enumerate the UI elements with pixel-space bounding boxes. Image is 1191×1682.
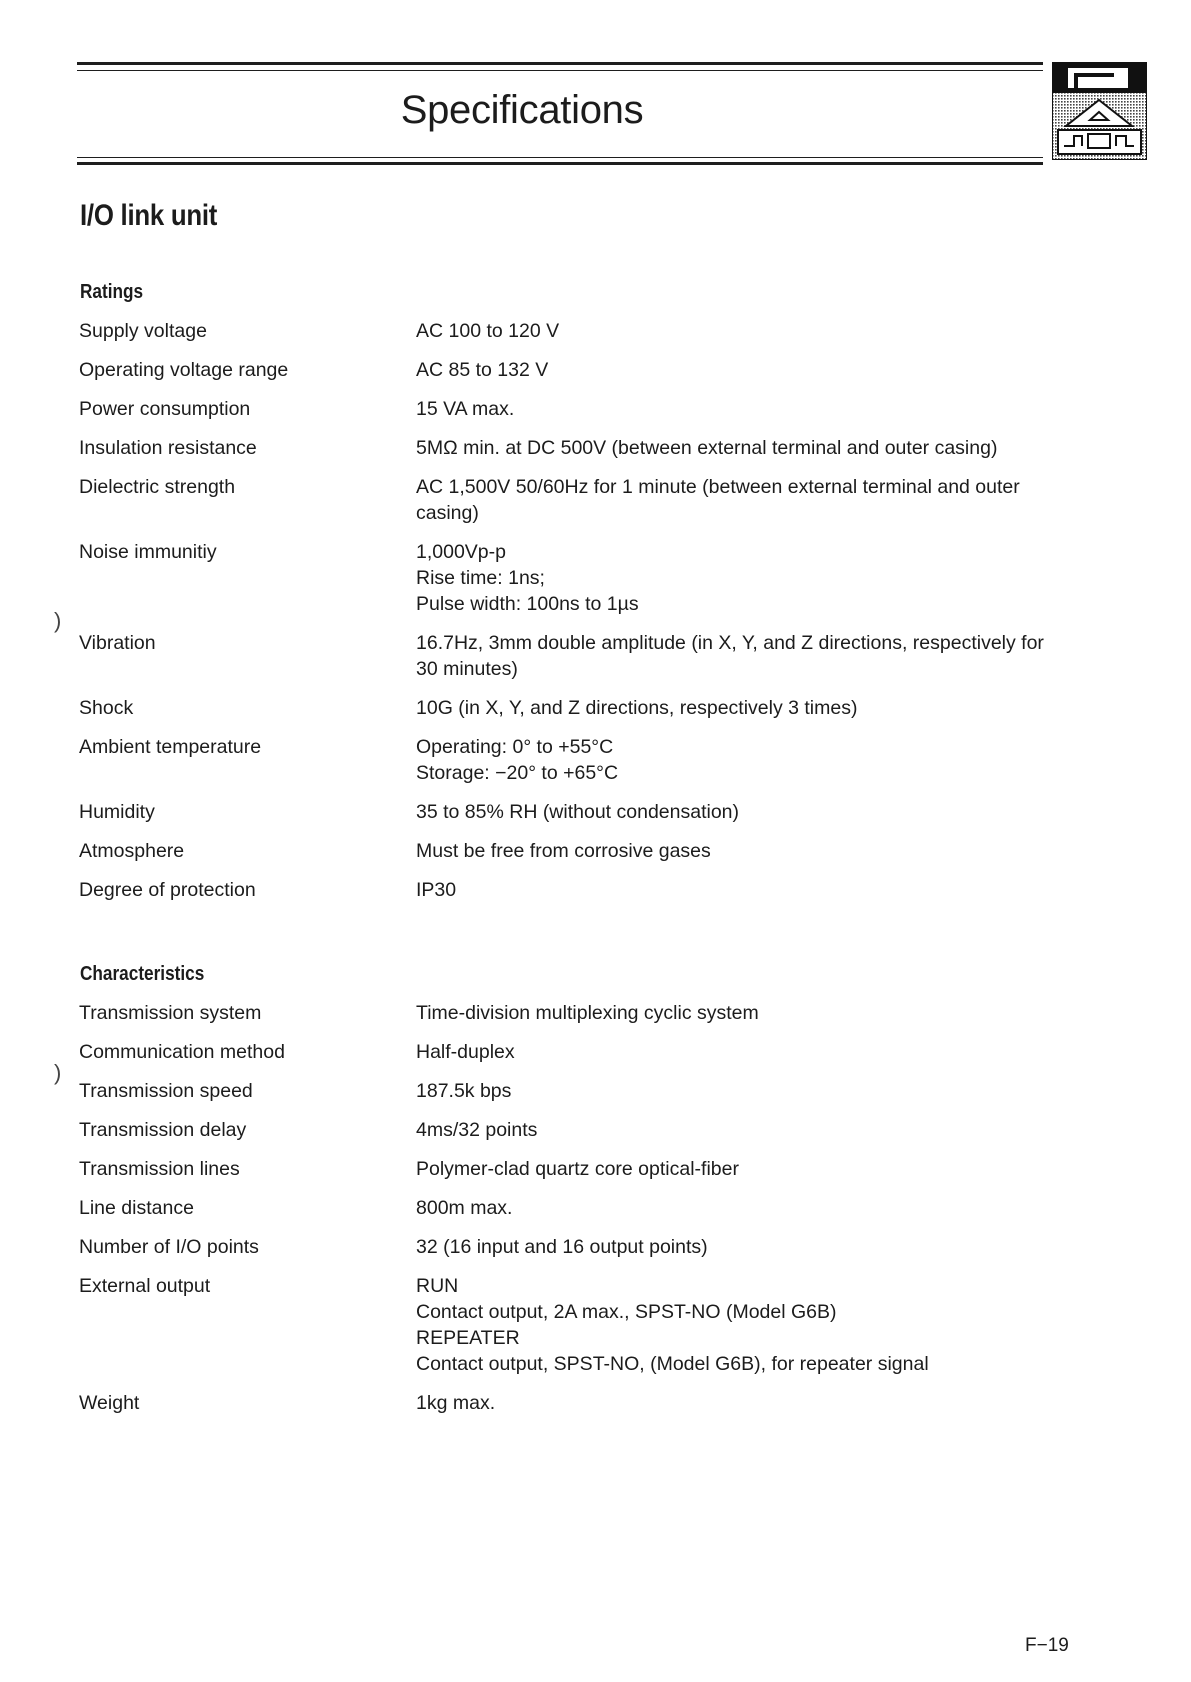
spec-row — [79, 474, 1069, 526]
spec-value — [416, 1156, 1069, 1182]
spec-value — [416, 695, 1069, 721]
spec-value — [416, 734, 1069, 786]
spec-label: Insulation resistance — [79, 437, 257, 459]
spec-label: Transmission lines — [79, 1158, 240, 1180]
margin-mark: ) — [54, 1060, 62, 1085]
spec-value-line: AC 100 to 120 V — [416, 320, 560, 342]
spec-value-line: 16.7Hz, 3mm double amplitude (in X, Y, and Z directions, respectively for 30 minutes) — [416, 632, 1044, 680]
characteristics-table — [79, 1000, 1069, 1416]
spec-value-line: 1,000Vp-p — [416, 541, 506, 563]
spec-value — [416, 539, 1069, 617]
spec-value-line: Rise time: 1ns; — [416, 567, 545, 589]
spec-row — [79, 1156, 1069, 1182]
spec-row — [79, 734, 1069, 786]
spec-row — [79, 877, 1069, 903]
spec-value — [416, 1000, 1069, 1026]
spec-label: Weight — [79, 1392, 140, 1414]
spec-value-line: 800m max. — [416, 1197, 513, 1219]
spec-value-line: 10G (in X, Y, and Z directions, respectively 3 times) — [416, 697, 858, 719]
spec-value — [416, 1195, 1069, 1221]
spec-row — [79, 1390, 1069, 1416]
spec-value — [416, 1039, 1069, 1065]
spec-row — [79, 357, 1069, 383]
spec-label: Operating voltage range — [79, 359, 289, 381]
spec-value-line: 32 (16 input and 16 output points) — [416, 1236, 708, 1258]
spec-row — [79, 1117, 1069, 1143]
spec-row — [79, 630, 1069, 682]
spec-value-line: Polymer-clad quartz core optical-fiber — [416, 1158, 739, 1180]
spec-value-line: AC 1,500V 50/60Hz for 1 minute (between external terminal and outer casing) — [416, 476, 1020, 524]
spec-value-line: Operating: 0° to +55°C — [416, 736, 614, 758]
spec-label: Transmission delay — [79, 1119, 247, 1141]
spec-value-line: 4ms/32 points — [416, 1119, 538, 1141]
spec-value — [416, 1117, 1069, 1143]
spec-label: Vibration — [79, 632, 156, 654]
spec-value-line: AC 85 to 132 V — [416, 359, 549, 381]
spec-value-line: Storage: −20° to +65°C — [416, 762, 619, 784]
spec-label: Transmission system — [79, 1002, 262, 1024]
spec-value-line: 35 to 85% RH (without condensation) — [416, 801, 740, 823]
spec-label: Humidity — [79, 801, 155, 823]
ratings-table — [79, 318, 1069, 903]
spec-value-line: 1kg max. — [416, 1392, 496, 1414]
spec-row — [79, 838, 1069, 864]
spec-value-line: Half-duplex — [416, 1041, 515, 1063]
spec-label: Communication method — [79, 1041, 285, 1063]
header-top-rule-thin — [77, 70, 1043, 71]
spec-row — [79, 435, 1069, 461]
spec-value-line: 5MΩ min. at DC 500V (between external terminal and outer casing) — [416, 437, 998, 459]
spec-value — [416, 318, 1069, 344]
spec-label: Ambient temperature — [79, 736, 262, 758]
section-title: I/O link unit — [80, 199, 218, 232]
spec-value-line: 187.5k bps — [416, 1080, 512, 1102]
spec-label: Noise immunitiy — [79, 541, 217, 563]
margin-mark: ) — [54, 608, 62, 633]
spec-value-line: RUN — [416, 1275, 459, 1297]
spec-value — [416, 474, 1069, 526]
spec-value-line: Contact output, SPST-NO, (Model G6B), for repeater signal — [416, 1353, 929, 1375]
spec-label: Power consumption — [79, 398, 251, 420]
spec-row — [79, 318, 1069, 344]
spec-value — [416, 838, 1069, 864]
spec-value-line: Must be free from corrosive gases — [416, 840, 711, 862]
spec-value — [416, 630, 1069, 682]
spec-value-line: REPEATER — [416, 1327, 520, 1349]
spec-row — [79, 1273, 1069, 1377]
spec-value — [416, 1234, 1069, 1260]
spec-row — [79, 1000, 1069, 1026]
spec-row — [79, 695, 1069, 721]
header-bottom-rule-thick — [77, 162, 1043, 165]
spec-row — [79, 1195, 1069, 1221]
spec-value-line: Contact output, 2A max., SPST-NO (Model G6B) — [416, 1301, 837, 1323]
spec-value-line: Pulse width: 100ns to 1µs — [416, 593, 639, 615]
spec-row — [79, 1039, 1069, 1065]
spec-value — [416, 1390, 1069, 1416]
spec-value — [416, 1273, 1069, 1377]
spec-value — [416, 877, 1069, 903]
header-bottom-rule-thin — [77, 157, 1043, 158]
spec-row — [79, 396, 1069, 422]
spec-label: External output — [79, 1275, 211, 1297]
spec-label: Shock — [79, 697, 134, 719]
spec-value — [416, 396, 1069, 422]
spec-value — [416, 435, 1069, 461]
spec-value-line: 15 VA max. — [416, 398, 515, 420]
spec-label: Line distance — [79, 1197, 194, 1219]
spec-label: Transmission speed — [79, 1080, 253, 1102]
spec-row — [79, 1234, 1069, 1260]
spec-label: Atmosphere — [79, 840, 185, 862]
spec-label: Supply voltage — [79, 320, 207, 342]
spec-row — [79, 539, 1069, 617]
spec-label: Number of I/O points — [79, 1236, 259, 1258]
spec-value-line: Time-division multiplexing cyclic system — [416, 1002, 759, 1024]
spec-value — [416, 1078, 1069, 1104]
spec-value — [416, 799, 1069, 825]
page-title: Specifications — [400, 88, 644, 132]
page-number: F−19 — [1025, 1635, 1069, 1656]
spec-row — [79, 1078, 1069, 1104]
ratings-heading: Ratings — [80, 281, 144, 303]
spec-value-line: IP30 — [416, 879, 457, 901]
spec-value — [416, 357, 1069, 383]
chapter-f-logo-icon — [1052, 62, 1147, 160]
header-top-rule-thick — [77, 62, 1043, 65]
spec-label: Dielectric strength — [79, 476, 236, 498]
spec-row — [79, 799, 1069, 825]
characteristics-heading: Characteristics — [80, 963, 205, 985]
spec-label: Degree of protection — [79, 879, 256, 901]
